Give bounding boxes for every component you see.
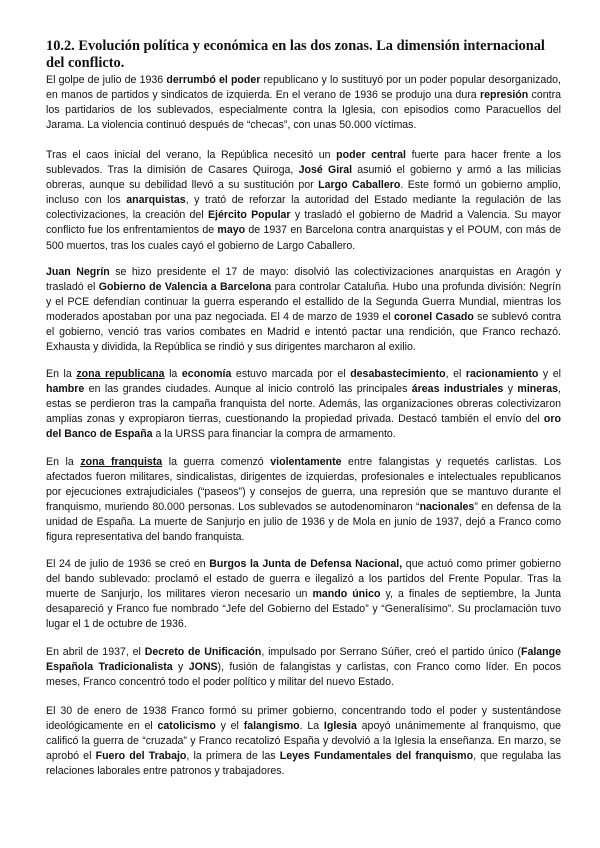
emphasis-text: áreas industriales (411, 383, 504, 396)
body-text: , estas se perdieron tras la campaña franquista del norte. Además, las organizaciones obreras colectivizaron amplias zonas y expropiaron tierras, cuestionando la propiedad privada. Destacó también el envío del (46, 383, 561, 426)
body-text: . La (299, 720, 324, 733)
body-text: la (164, 368, 182, 380)
body-text: En la (46, 368, 77, 380)
underlined-term (76, 368, 164, 380)
body-text: El 24 de julio de 1936 se creó en (46, 558, 210, 570)
body-text: y (172, 661, 189, 674)
body-text: asumió el gobierno y armó a las milicias obreras, aunque su debilidad llevó a su sustitución por (46, 164, 561, 192)
emphasis-text: anarquistas (126, 194, 186, 207)
body-text: y, a finales de septiembre, la Junta desapareció y Franco fue nombrado “Jefe del Gobierno del Estado” y “Generalísimo”. Su proclamación tuvo lugar el 1 de octubre de 1936. (46, 588, 561, 631)
body-text: El 30 de enero de 1938 Franco formó su primer gobierno, concentrando todo el poder y sustentándose ideológicamente en el (46, 705, 561, 733)
body-text: estuvo marcada por el (231, 368, 351, 380)
body-text: que actuó como primer gobierno del bando sublevado: proclamó el estado de guerra e ilegalizó a los partidos del Frente Popular. Tras la muerte de Sanjurjo, los militares vieron necesario un (46, 558, 561, 601)
body-text: , impulsado por Serrano Súñer, creó el partido único ( (261, 646, 521, 658)
body-text: El golpe de julio de 1936 (46, 74, 167, 86)
emphasis-text: violentamente (270, 456, 342, 468)
body-text: para controlar Cataluña. Hubo una profunda división: Negrín y el PCE defendían continuar la guerra esperando el estallido de la Segunda Guerra Mundial, mientras los moderados apostaban por una paz negociada. El 4 de marzo de 1939 el (46, 281, 561, 324)
body-text: a la URSS para financiar la compra de armamento. (152, 428, 396, 441)
body-text: y trasladó el gobierno de Madrid a Valencia. Su mayor conflicto fue los enfrentamientos de (46, 209, 561, 237)
emphasis-text: oro del Banco de España (46, 413, 561, 441)
emphasis-text: mando único (312, 588, 381, 601)
paragraph-republica-gobierno (46, 148, 561, 254)
body-text: , y trató de reforzar la autoridad del Estado mediante la regulación de las colectivizaciones, la creación del (46, 194, 561, 222)
body-text: apoyó unánimemente al franquismo, que calificó la guerra de “cruzada” y Franco recatolizó España y devolvió a la Iglesia la enseñanza. En marzo, se aprobó el (46, 720, 561, 763)
paragraph-zona-franquista (46, 455, 561, 546)
emphasis-text: Fuero del Trabajo (95, 750, 187, 763)
emphasis-text: Burgos la Junta de Defensa Nacional, (209, 558, 403, 570)
emphasis-text: Iglesia (323, 720, 357, 733)
body-text: en las grandes ciudades. Aunque al inicio controló las principales (84, 383, 412, 396)
body-text: la guerra comenzó (162, 456, 271, 468)
emphasis-text: derrumbó el poder (166, 74, 261, 86)
emphasis-text: desabastecimiento (350, 368, 446, 380)
emphasis-text: mineras (517, 383, 559, 396)
emphasis-text: José Giral (298, 164, 353, 177)
emphasis-text: Juan Negrín (46, 266, 110, 278)
body-text: Tras el caos inicial del verano, la República necesitó un (46, 149, 337, 161)
emphasis-text: zona republicana (76, 368, 165, 380)
emphasis-text: catolicismo (157, 720, 216, 733)
paragraph-decreto-unificacion (46, 645, 561, 690)
underlined-term (80, 456, 162, 468)
emphasis-text: poder central (336, 149, 406, 161)
body-text: fuerte para hacer frente a los sublevados. Tras la dimisión de Casares Quiroga, (46, 149, 561, 177)
body-text: de 1937 en Barcelona contra anarquistas y el POUM, con más de 500 muertos, tras los cuales cayó el gobierno de Largo Caballero. (46, 224, 561, 252)
emphasis-text: Falange Española Tradicionalista (46, 646, 562, 674)
body-text: En abril de 1937, el (46, 646, 145, 658)
emphasis-text: represión (479, 89, 529, 102)
body-text: y (503, 383, 518, 396)
emphasis-text: nacionales (419, 501, 475, 514)
paragraph-represion (46, 73, 561, 133)
body-text: ), fusión de falangistas y carlistas, con Franco como líder. En pocos meses, Franco concentró todo el poder político y militar del nuevo Estado. (46, 661, 561, 689)
body-text: republicano y lo sustituyó por un poder popular desorganizado, en manos de partidos y sindicatos de izquierda. En el verano de 1936 se produjo una dura (46, 74, 562, 102)
emphasis-text: mayo (217, 224, 246, 237)
body-text: contra los partidarios de los sublevados, especialmente contra la Iglesia, con episodios como Paracuellos del Jarama. La violencia continuó después de “checas”, con unas 50.000 víctimas. (46, 89, 561, 132)
body-text: se hizo presidente el 17 de mayo: disolvió las colectivizaciones anarquistas en Aragón y trasladó el (46, 266, 561, 294)
emphasis-text: Leyes Fundamentales del franquismo (279, 750, 474, 763)
emphasis-text: economía (181, 368, 232, 380)
emphasis-text: zona franquista (80, 456, 163, 468)
emphasis-text: coronel Casado (393, 311, 474, 324)
paragraph-zona-republicana (46, 367, 561, 442)
body-text: se sublevó contra el gobierno, venció tras varios combates en Madrid e intentó pactar una rendición, que Franco rechazó. Exhausta y dividida, la República se rindió y sus dirigentes marcharon al exilio. (46, 311, 561, 354)
body-text: , el (445, 368, 466, 380)
body-text: y el (215, 720, 244, 733)
body-text: y el (538, 368, 562, 380)
emphasis-text: Ejército Popular (207, 209, 291, 222)
section-title: 10.2. Evolución política y económica en las dos zonas. La dimensión internacional del conflicto. (46, 38, 545, 71)
emphasis-text: JONS (188, 661, 218, 674)
emphasis-text: falangismo (243, 720, 300, 733)
emphasis-text: Decreto de Unificación (144, 646, 262, 658)
paragraph-negrin (46, 265, 561, 356)
body-text: En la (46, 456, 81, 468)
body-text: . Este formó un gobierno amplio, incluso con los (46, 179, 561, 207)
body-text: , la primera de las (186, 750, 280, 763)
body-text: entre falangistas y requetés carlistas. Los afectados fueron militares, sindicalistas, dirigentes de izquierdas, profesionales e intelectuales republicanos por ejecuciones extrajudiciales (“paseos”) y consejos de guerra, una represión que se mantuvo durante el franquismo, muriendo 80.000 personas. Los sublevados se autodenominaron “ (46, 456, 561, 514)
body-text: ” en defensa de la unidad de España. La muerte de Sanjurjo en julio de 1936 y de Mola en junio de 1937, dejó a Franco como figura representativa del bando franquista. (46, 501, 561, 544)
emphasis-text: hambre (46, 383, 85, 396)
emphasis-text: Largo Caballero (318, 179, 401, 192)
emphasis-text: Gobierno de Valencia a Barcelona (98, 281, 272, 294)
body-text: , que regulaba las relaciones laborales entre patronos y trabajadores. (46, 750, 562, 778)
emphasis-text: racionamiento (465, 368, 539, 380)
paragraph-primer-gobierno (46, 704, 561, 779)
paragraph-junta-defensa (46, 557, 561, 632)
